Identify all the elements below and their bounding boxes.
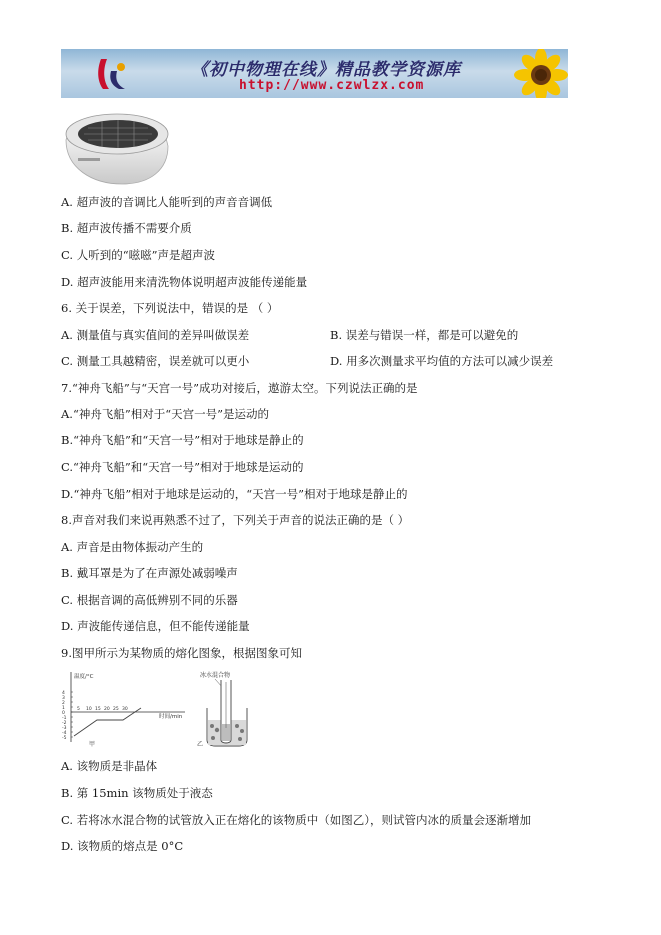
q7-option-b: B.“神舟飞船”和“天宫一号”相对于地球是静止的 [61,433,304,447]
graph-xlabel: 时间/min [159,714,183,720]
q5-option-b: B. 超声波传播不需要介质 [61,221,192,235]
graph-panel-label: 甲 [89,741,96,748]
q9-option-a: A. 该物质是非晶体 [61,759,158,773]
q5-option-c: C. 人听到的“嗞嗞”声是超声波 [61,248,215,262]
graph-ylabel: 温度/°C [74,674,94,680]
q7-option-c: C.“神舟飞船”和“天宫一号”相对于地球是运动的 [61,460,304,474]
graph-y-tick-label: -3 [62,725,67,731]
question-6: 6. 关于误差，下列说法中，错误的是 （ ） [61,301,279,315]
question-8: 8.声音对我们来说再熟悉不过了，下列关于声音的说法正确的是（ ） [61,513,410,527]
q8-option-c: C. 根据音调的高低辨别不同的乐器 [61,593,238,607]
banner-title: 《初中物理在线》精品教学资源库 [191,60,461,80]
q7-option-d: D.“神舟飞船”相对于地球是运动的，“天宫一号”相对于地球是静止的 [61,487,408,501]
logo-icon [91,55,131,93]
q6-option-b: B. 误差与错误一样，都是可以避免的 [330,328,519,342]
question-7: 7.“神舟飞船”与“天宫一号”成功对接后，遨游太空。下列说法正确的是 [61,381,418,395]
graph-x-tick-label: 5 [77,707,80,712]
q8-option-d: D. 声波能传递信息，但不能传递能量 [61,619,250,633]
graph-x-tick-label: 20 [104,707,110,712]
graph-x-ticks [77,706,128,712]
header-banner [61,49,568,98]
q8-option-b: B. 戴耳罩是为了在声源处减弱噪声 [61,566,238,580]
q9-option-b: B. 第 15min 该物质处于液态 [61,786,213,800]
q6-option-c: C. 测量工具越精密，误差就可以更小 [61,354,250,368]
question-9: 9.图甲所示为某物质的熔化图象，根据图象可知 [61,646,302,660]
melting-graph [61,668,189,748]
graph-y-tick-label: -1 [62,715,67,721]
q5-option-d: D. 超声波能用来清洗物体说明超声波能传递能量 [61,275,308,289]
q5-option-a: A. 超声波的音调比人能听到的声音音调低 [61,195,273,209]
q6-option-d: D. 用多次测量求平均值的方法可以减少误差 [330,354,554,368]
banner-url[interactable]: http://www.czwlzx.com [239,78,425,93]
q9-option-c: C. 若将冰水混合物的试管放入正在熔化的该物质中（如图乙），则试管内冰的质量会逐渐增加 [61,813,531,827]
graph-y-tick-label: 1 [62,705,65,711]
graph-x-tick-label: 25 [113,707,119,712]
sunflower-icon [493,49,568,98]
graph-y-tick-label: 0 [62,710,65,716]
graph-x-tick-label: 30 [122,707,128,712]
graph-x-tick-label: 10 [86,707,92,712]
ultrasonic-cleaner-image [62,108,170,186]
graph-y-tick-label: 4 [62,690,65,696]
q8-option-a: A. 声音是由物体振动产生的 [61,540,204,554]
graph-y-tick-label: -4 [62,730,67,736]
figure-panel-label: 乙 [197,741,204,748]
graph-y-tick-label: -2 [62,720,67,726]
q6-option-a: A. 测量值与真实值间的差异叫做误差 [61,328,250,342]
graph-y-tick-label: 3 [62,695,65,701]
q9-option-d: D. 该物质的熔点是 0°C [61,839,184,853]
graph-y-tick-label: -5 [62,735,67,741]
graph-y-tick-label: 2 [62,700,65,706]
figure-label: 冰水混合物 [200,672,231,679]
graph-x-tick-label: 15 [95,707,101,712]
test-tube-figure [195,668,255,748]
q7-option-a: A.“神舟飞船”相对于“天宫一号”是运动的 [61,407,269,421]
